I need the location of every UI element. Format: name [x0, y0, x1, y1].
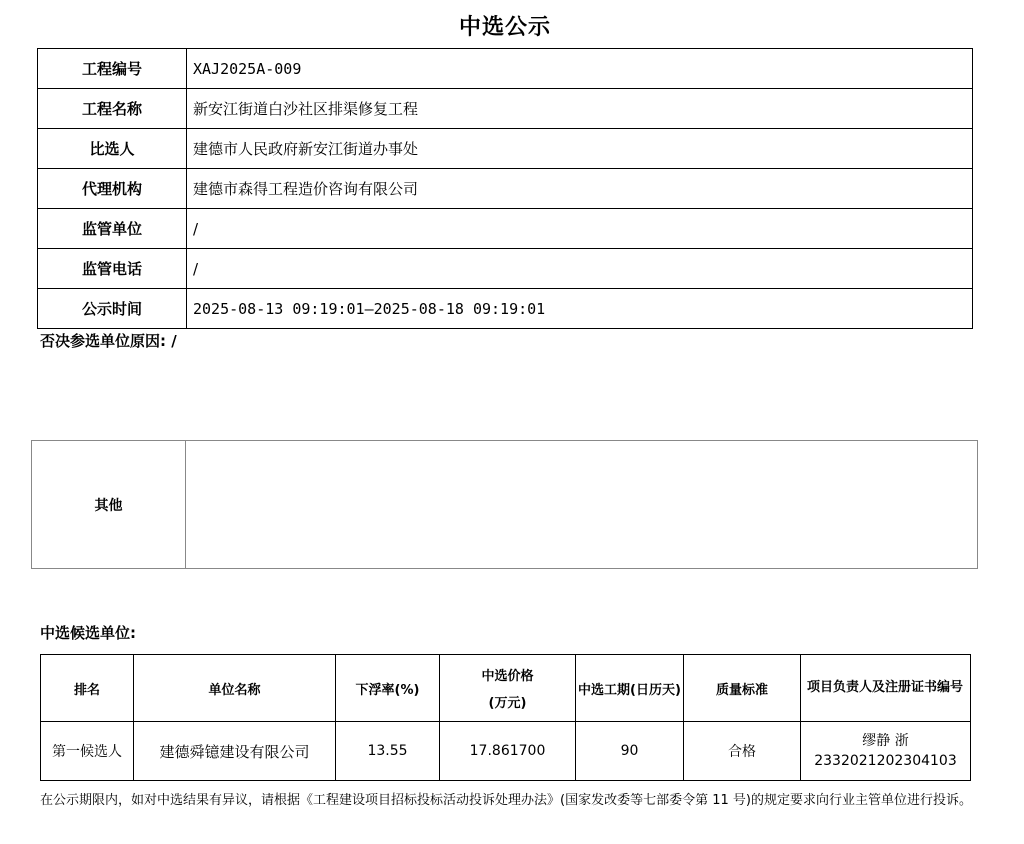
info-row — [38, 289, 973, 329]
info-value: 新安江街道白沙社区排渠修复工程 — [187, 89, 973, 129]
info-label: 工程名称 — [38, 89, 187, 129]
cell-rate: 13.55 — [336, 722, 440, 781]
info-row — [38, 169, 973, 209]
candidates-header-row — [41, 655, 971, 722]
header-rank: 排名 — [41, 655, 134, 722]
info-label: 公示时间 — [38, 289, 187, 329]
other-value — [186, 441, 978, 569]
lead-name: 缪静 浙 — [862, 733, 909, 749]
candidates-table — [40, 654, 971, 781]
header-price-main: 中选价格 — [481, 669, 534, 684]
header-rate: 下浮率(%) — [336, 655, 440, 722]
project-info-table — [37, 48, 973, 329]
info-row — [38, 49, 973, 89]
header-lead: 项目负责人及注册证书编号 — [801, 655, 971, 722]
info-value: 2025-08-13 09:19:01—2025-08-18 09:19:01 — [187, 289, 973, 329]
info-label: 监管单位 — [38, 209, 187, 249]
page-title: 中选公示 — [458, 15, 551, 40]
footer-note: 在公示期限内，如对中选结果有异议，请根据《工程建设项目招标投标活动投诉处理办法》(国家发改委等七部委令第 11 号)的规定要求向行业主管单位进行投诉。 — [40, 793, 972, 808]
lead-cert: 2332021202304103 — [814, 753, 957, 769]
header-price-unit: (万元) — [488, 696, 527, 711]
header-price — [440, 655, 576, 722]
cell-quality: 合格 — [684, 722, 801, 781]
info-value: / — [187, 249, 973, 289]
info-value: XAJ2025A-009 — [187, 49, 973, 89]
info-value: / — [187, 209, 973, 249]
info-row — [38, 209, 973, 249]
info-label: 代理机构 — [38, 169, 187, 209]
cell-rank: 第一候选人 — [41, 722, 134, 781]
cell-period: 90 — [576, 722, 684, 781]
info-label: 监管电话 — [38, 249, 187, 289]
info-label: 比选人 — [38, 129, 187, 169]
other-table — [31, 440, 978, 569]
info-row — [38, 129, 973, 169]
cell-price: 17.861700 — [440, 722, 576, 781]
info-label: 工程编号 — [38, 49, 187, 89]
other-label: 其他 — [32, 441, 186, 569]
info-value: 建德市人民政府新安江街道办事处 — [187, 129, 973, 169]
cell-lead — [801, 722, 971, 781]
header-quality: 质量标准 — [684, 655, 801, 722]
table-row — [41, 722, 971, 781]
header-period: 中选工期(日历天) — [576, 655, 684, 722]
info-row — [38, 89, 973, 129]
reject-reason: 否决参选单位原因: / — [40, 332, 177, 350]
info-value: 建德市森得工程造价咨询有限公司 — [187, 169, 973, 209]
cell-company: 建德舜镱建设有限公司 — [134, 722, 336, 781]
candidates-title: 中选候选单位: — [40, 624, 136, 642]
info-row — [38, 249, 973, 289]
header-company: 单位名称 — [134, 655, 336, 722]
